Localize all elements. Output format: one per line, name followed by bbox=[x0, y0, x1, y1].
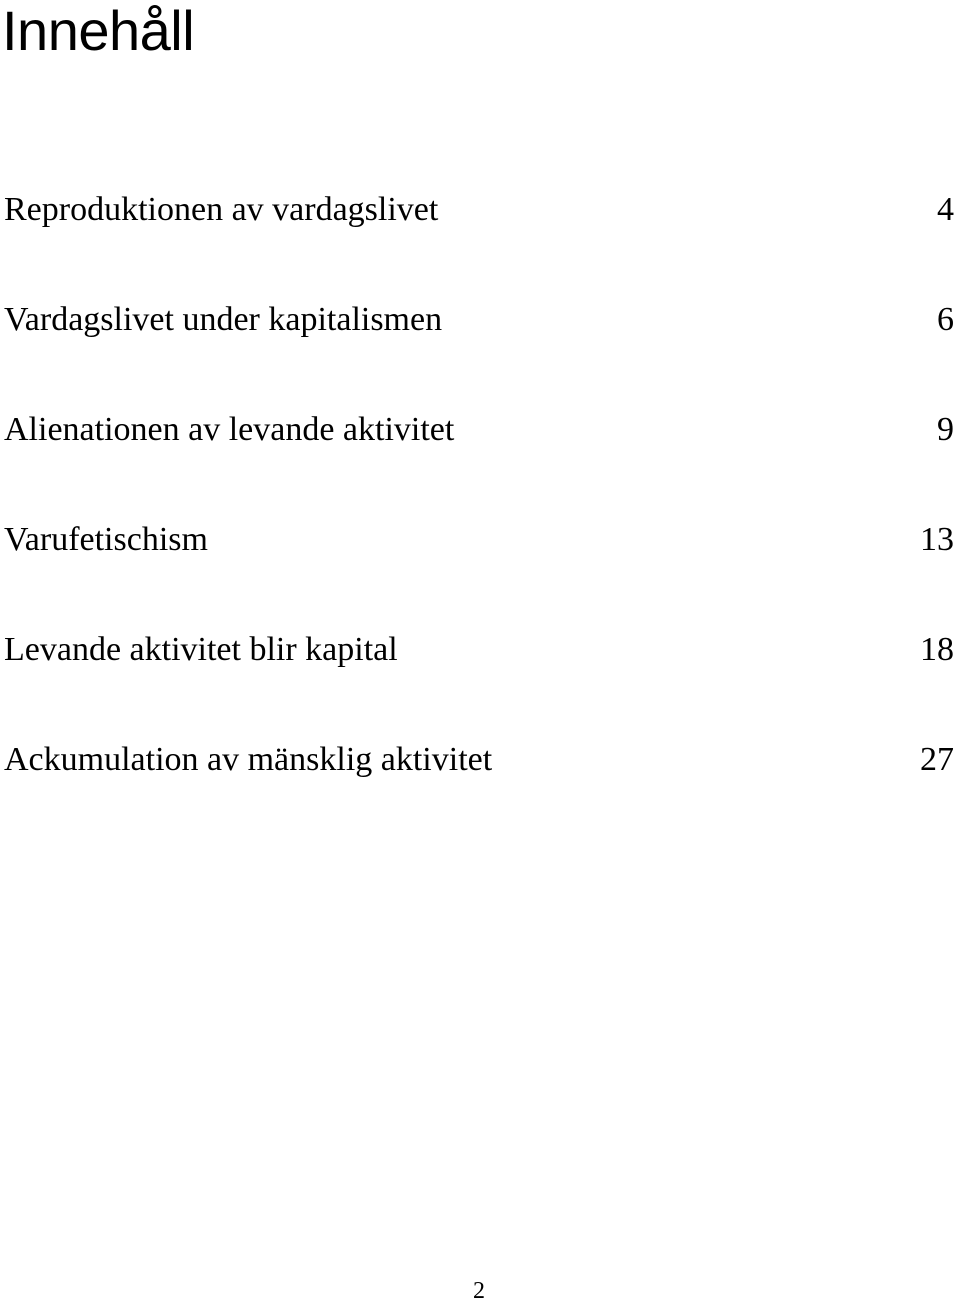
toc-entry-title: Vardagslivet under kapitalismen bbox=[4, 301, 443, 338]
page-title: Innehåll bbox=[2, 0, 195, 62]
toc-entry-page: 27 bbox=[920, 741, 954, 778]
toc-entry-title: Varufetischism bbox=[4, 521, 208, 558]
toc-entry[interactable] bbox=[4, 410, 954, 450]
toc-entry[interactable] bbox=[4, 630, 954, 670]
toc-entry-page: 13 bbox=[920, 521, 954, 558]
toc-entry-page: 18 bbox=[920, 631, 954, 668]
toc-entry-title: Alienationen av levande aktivitet bbox=[4, 411, 455, 448]
toc-entry-title: Levande aktivitet blir kapital bbox=[4, 631, 398, 668]
toc-entry-title: Ackumulation av mänsklig aktivitet bbox=[4, 741, 493, 778]
toc-entry[interactable] bbox=[4, 740, 954, 780]
page-number: 2 bbox=[473, 1278, 485, 1304]
toc-entry[interactable] bbox=[4, 190, 954, 230]
toc-entry-page: 4 bbox=[937, 191, 954, 228]
toc-entry[interactable] bbox=[4, 300, 954, 340]
toc-entry-title: Reproduktionen av vardagslivet bbox=[4, 191, 439, 228]
toc-entry-page: 6 bbox=[937, 301, 954, 338]
toc-entry-page: 9 bbox=[937, 411, 954, 448]
toc-entry[interactable] bbox=[4, 520, 954, 560]
